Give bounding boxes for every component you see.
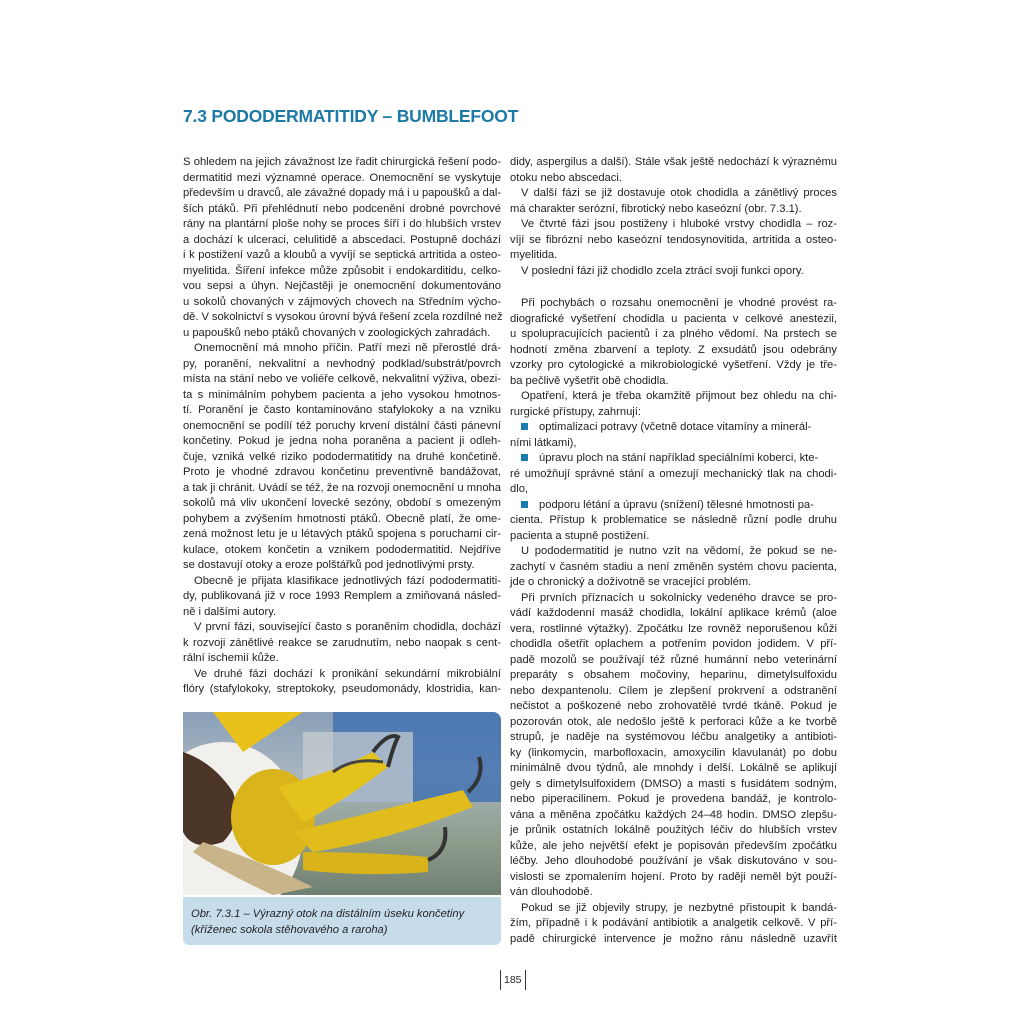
text-line: pacienta a stupně postižení. (510, 529, 650, 542)
paragraph (510, 296, 837, 389)
text-line: nebo piperacilinem. Pokud je provedena bandáž, je kontrolo- (510, 793, 837, 805)
falcon-foot-illustration (183, 712, 501, 895)
paragraph (510, 544, 837, 591)
text-line: rány na plantární ploše nohy se proces šíří i do hlubších vrstev (183, 218, 501, 230)
bullet-item (510, 498, 837, 545)
text-line: ními látkami), (510, 436, 577, 449)
text-line: ky (linkomycin, marbofloxacin, amoxycilin klavulanát) po dobu (510, 746, 837, 759)
bullet-text: optimalizaci potravy (včetně dotace vitamíny a minerál- (539, 421, 812, 433)
text-line: nečistot a poškozené nebo zrohovatělé tvrdé tkáně. Pokud je (510, 700, 837, 712)
text-line: vou sepsi a úhyn. Nejčastěji je onemocnění dokumentováno (183, 280, 501, 292)
text-line: Ve čtvrté fázi jsou postiženy i hluboké vrstvy chodidla – roz- (521, 218, 837, 230)
text-line: onemocnění se podílí též poruchy krvení distální části pánevní (183, 419, 501, 432)
text-line: i k postižení vazů a kloubů a vyvíjí se septická artritida a osteo- (183, 249, 501, 261)
caption-line: Obr. 7.3.1 – Výrazný otok na distálním úseku končetiny (191, 908, 465, 920)
text-line: nebo dexpantenolu. Cílem je zlepšení prokrvení a odstranění (510, 684, 837, 697)
text-line: Při pochybách o rozsahu onemocnění je vhodné provést ra- (521, 297, 837, 309)
text-line: zachytí v časném stadiu a není změněn systém chovu pacienta, (510, 560, 837, 573)
text-line: diografické vyšetření chodidla u pacienta v celkové anestezii, (510, 312, 837, 325)
text-line: V další fázi se již dostavuje otok chodidla a zánětlivý proces (521, 187, 837, 199)
bullet-text: úpravu ploch na stání například speciálními koberci, kte- (539, 452, 819, 464)
text-line: sokolů má vliv ukončení lovecké sezóny, období s omezeným (183, 497, 501, 509)
text-line (510, 420, 837, 436)
text-line: končetiny. Pokud je jedna noha poraněna a pacient ji odleh- (183, 435, 501, 447)
bullet-text: podporu létání a úpravu (snížení) tělesné hmotnosti pa- (539, 498, 814, 511)
text-line: kulace, otokem končetin a vznikem pododermatitid. Nejdříve (183, 543, 501, 556)
text-line: Ve druhé fázi dochází k pronikání sekundární mikrobiální (194, 667, 501, 680)
text-line: padě chirurgické intervence je možno ránu následně uzavřít (510, 932, 837, 945)
text-line: cienta. Přístup k problematice se následně různí podle druhu (510, 514, 837, 526)
text-line (510, 498, 837, 514)
text-line: ré umožňují správné stání a omezují mechanický tlak na chodi- (510, 467, 837, 480)
text-line: u spolupracujících pacientů i za plného vědomí. Na prstech se (510, 328, 837, 340)
text-line: k rozvoji zánětlivé reakce se zarudnutím, nebo naopak s cent- (183, 636, 501, 649)
text-line: tí. Poranění je často kontaminováno stafylokoky a na vzniku (183, 404, 501, 416)
text-line: preparáty s obsahem močoviny, heparinu, dimetylsulfoxidu (510, 669, 837, 681)
text-line: flóry (stafylokoky, streptokoky, pseudomonády, klostridia, kan- (183, 683, 501, 695)
text-line: a tak ji chránit. Uvádí se též, že na rozvoji onemocnění u mnoha (183, 481, 501, 494)
text-line: rální ischemií kůže. (183, 652, 279, 664)
text-line (510, 451, 837, 467)
text-line: ně i dalšími autory. (183, 605, 277, 618)
paragraph-gap (510, 279, 837, 296)
bullet-square-icon (521, 501, 528, 508)
text-line: hodnotí změna zbarvení a teploty. Z exsudátů jsou odebrány (510, 343, 837, 356)
paragraph (183, 155, 501, 341)
figure-photo-falcon-foot (183, 712, 501, 895)
page-number: 185 (500, 970, 526, 990)
text-line: vána a měněna zpočátku každých 24–48 hodin. DMSO zlepšu- (510, 808, 837, 821)
bullet-item (510, 451, 837, 498)
bullet-square-icon (521, 423, 528, 430)
text-line: vislosti se zpomalením hojení. Proto by raději neměl být použí- (510, 870, 837, 883)
text-line: Proto je vhodné zdravou končetinu preventivně bandážovat, (183, 466, 501, 478)
text-line: strupů, je naděje na systémovou léčbu analgetiky a antibioti- (510, 731, 837, 743)
text-line: se dostavují otoky a eroze polštářků pod jednotlivými prsty. (183, 559, 475, 571)
text-line: u papoušků nebo ptáků chovaných v zoologických zahradách. (183, 326, 491, 339)
text-line: kůže, ale jeho největší efekt je popisován především zpočátku (510, 839, 837, 852)
paragraph (183, 341, 501, 574)
text-line: má charakter serózní, fibrotický nebo kaseózní (obr. 7.3.1). (510, 202, 802, 215)
text-line: žím, případně i k podávání antibiotik a analgetik celkově. V pří- (510, 917, 837, 929)
text-line: rurgické přístupy, zahrnují: (510, 405, 641, 418)
text-line: py, poranění, nekvalitní a nevhodný podklad/substrát/povrch (183, 357, 501, 370)
text-line: Pokud se již objevily strupy, je nezbytné přistoupit k bandá- (521, 901, 837, 914)
text-line: místa na stání nebo ve voliéře celkově, nekvalitní výživa, obezi- (183, 373, 501, 385)
text-line: vádí každodenní masáž chodidla, lokální aplikace krémů (aloe (510, 607, 837, 619)
bullet-item (510, 420, 837, 451)
text-line: ta s minimálním pohybem pacienta a jeho vysokou hmotnos- (183, 388, 501, 401)
paragraph (183, 574, 501, 621)
caption-line: (kříženec sokola stěhovavého a raroha) (191, 924, 388, 936)
bullet-square-icon (521, 454, 528, 461)
text-line: S ohledem na jejich závažnost lze řadit chirurgická řešení podo- (183, 156, 501, 168)
text-line: ba pečlivě vyšetřit obě chodidla. (510, 374, 669, 387)
text-line: vzorky pro cytologické a mikrobiologické vyšetření. Vždy je tře- (510, 359, 837, 371)
text-line: otoku nebo abscedaci. (510, 171, 622, 184)
text-line: vera, rostlinné výtažky). Zpočátku lze rovněž neporušenou kůži (510, 622, 837, 635)
text-line: Při prvních příznacích u sokolnicky vedeného dravce se pro- (521, 591, 837, 604)
text-line: dě. V sokolnictví s vysokou úrovní bývá řešení zcela rozdílné než (183, 311, 503, 323)
text-line: a dochází k ulceraci, celulitidě a abscedaci. Postupně dochází (183, 233, 501, 246)
paragraph (183, 667, 501, 698)
paragraph (510, 591, 837, 901)
text-line: minimálně dvou týdnů, ale mnohdy i delší. Lokálně se aplikují (510, 762, 837, 774)
figure-caption (183, 897, 501, 945)
paragraph (510, 901, 837, 948)
text-line: gely s dimetylsulfoxidem (DMSO) a masti s fusidátem sodným, (510, 777, 837, 790)
paragraph (183, 620, 501, 667)
text-line: zená možnost letu je u létavých ptáků spojena s poruchami cir- (183, 528, 501, 540)
paragraph (510, 217, 837, 264)
right-column (510, 155, 837, 947)
section-title: 7.3 PODODERMATITIDY – BUMBLEFOOT (183, 106, 519, 126)
text-line: pozorován otok, ale nedošlo ještě k perforaci kůže a ke tvorbě (510, 715, 837, 728)
text-line: ších ptáků. Při přehlédnutí nebo podcenění drobné povrchové (183, 202, 501, 215)
text-line: pohybem a zvýšením hmotnosti ptáků. Obecně platí, že ome- (183, 512, 501, 525)
text-line: dermatitid mezi významné operace. Onemocnění se vyskytuje (183, 171, 501, 184)
text-line: V poslední fázi již chodidlo zcela ztrácí svoji funkci opory. (521, 264, 804, 277)
text-line: čuje, vzniká velké riziko pododermatitidy na druhé končetině. (183, 450, 501, 463)
text-line: Obecně je přijata klasifikace jednotlivých fází pododermatiti- (194, 574, 501, 587)
left-column (183, 155, 501, 698)
text-line: U pododermatitid je nutno vzít na vědomí, že pokud se ne- (521, 545, 837, 557)
paragraph (510, 264, 837, 280)
paragraph (510, 389, 837, 420)
text-line: Onemocnění má mnoho příčin. Patří mezi ně přerostlé drá- (194, 342, 501, 354)
text-line: V první fázi, související často s poraněním chodidla, dochází (194, 621, 501, 633)
text-line: myelitida. (510, 249, 558, 261)
text-line: didy, aspergilus a další). Stále však ještě nedochází k výraznému (510, 156, 837, 168)
paragraph (510, 155, 837, 186)
text-line: léčby. Jeho dlouhodobé používání je však diskutováno v sou- (510, 855, 837, 867)
text-line: chodidla ošetřit oplachem a potřením povidon jodidem. V pří- (510, 638, 837, 650)
paragraph (510, 186, 837, 217)
text-line: padě mozolů se používají též různé humánní nebo veterinární (510, 653, 837, 666)
text-line: u sokolů chovaných v zájmových chovech na Středním výcho- (183, 295, 501, 308)
text-line: ván dlouhodobě. (510, 886, 593, 898)
text-line: Opatření, která je třeba okamžitě přijmout bez ohledu na chi- (521, 390, 837, 402)
text-line: jde o chronický a doživotně se vracející problém. (510, 576, 752, 588)
text-line: dlo, (510, 483, 529, 495)
text-line: je průnik ostatních lokálně použitých léčiv do hlubších vrstev (510, 824, 837, 836)
text-line: myelitida. Šíření infekce může způsobit i endokarditidu, celko- (183, 264, 501, 277)
text-line: víjí se fibrózní nebo kaseózní tendosynovitida, artritida a osteo- (510, 233, 837, 246)
text-line: především u dravců, ale závažné dopady má i u papoušků a dal- (183, 187, 501, 199)
text-line: dy, publikovaná již v roce 1993 Remplem a zmiňovaná násled- (183, 590, 501, 602)
